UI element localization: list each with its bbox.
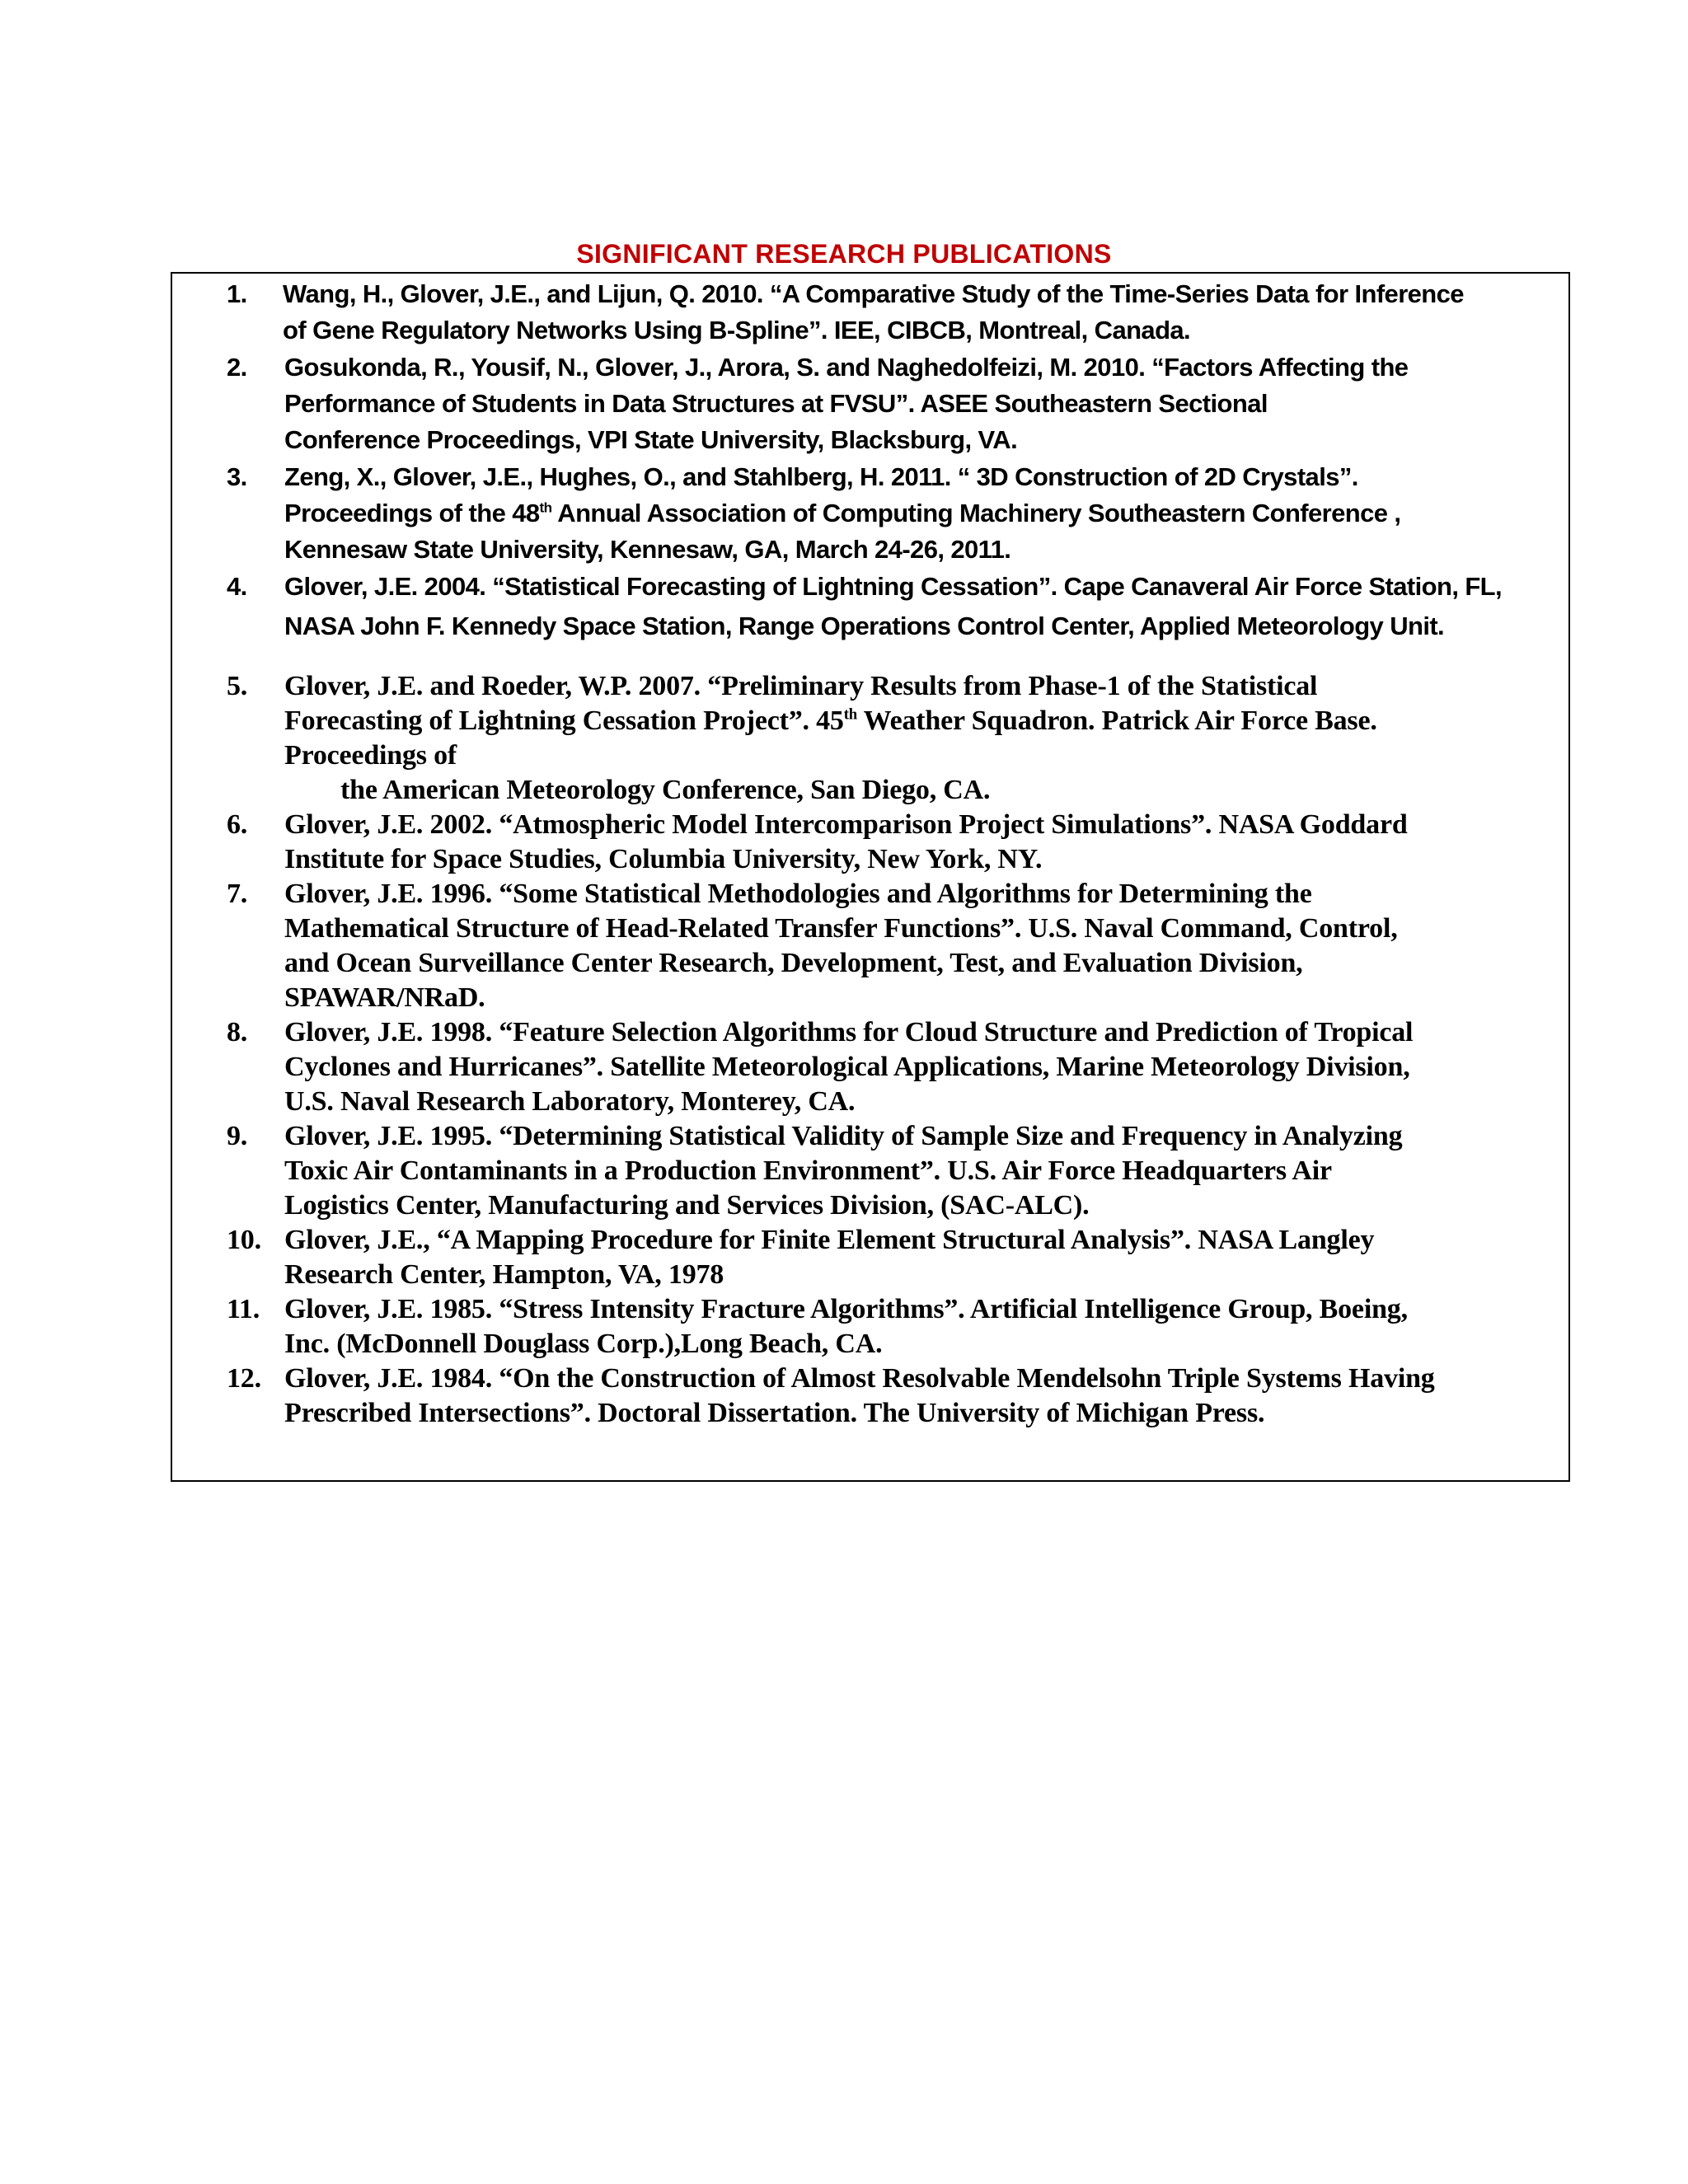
publication-line: Glover, J.E. 2002. “Atmospheric Model Intercomparison Project Simulations”. NASA Goddard: [284, 809, 1408, 840]
publication-line: SPAWAR/NRaD.: [284, 982, 485, 1013]
publication-line: Mathematical Structure of Head-Related Transfer Functions”. U.S. Naval Command, Control,: [284, 913, 1398, 944]
publication-line: and Ocean Surveillance Center Research, Development, Test, and Evaluation Division,: [284, 948, 1303, 978]
publication-line: Zeng, X., Glover, J.E., Hughes, O., and Stahlberg, H. 2011. “ 3D Construction of 2D Crystals”.: [284, 462, 1358, 491]
publication-line: Kennesaw State University, Kennesaw, GA, March 24-26, 2011.: [284, 535, 1011, 564]
publication-line: Glover, J.E. 2004. “Statistical Forecasting of Lightning Cessation”. Cape Canaveral Air Force Station, FL,: [284, 572, 1503, 601]
publication-number: 8.: [227, 1017, 248, 1047]
publication-number: 6.: [227, 809, 248, 840]
publication-line: Glover, J.E. 1985. “Stress Intensity Fracture Algorithms”. Artificial Intelligence Group, Boeing,: [284, 1294, 1408, 1324]
publication-line: Wang, H., Glover, J.E., and Lijun, Q. 2010. “A Comparative Study of the Time-Series Data for Inference: [283, 279, 1464, 308]
publication-line: Performance of Students in Data Structures at FVSU”. ASEE Southeastern Sectional: [284, 389, 1268, 418]
publication-number: 11.: [227, 1294, 260, 1324]
publication-line: Proceedings of: [284, 740, 457, 771]
publication-line: Conference Proceedings, VPI State University, Blacksburg, VA.: [284, 425, 1018, 454]
superscript: th: [843, 705, 857, 724]
publication-number: 10.: [227, 1225, 261, 1255]
publication-number: 5.: [227, 671, 248, 701]
publication-number: 12.: [227, 1363, 261, 1394]
publication-line: U.S. Naval Research Laboratory, Monterey, CA.: [284, 1086, 856, 1117]
publication-line: the American Meteorology Conference, San Diego, CA.: [340, 775, 991, 805]
publication-number: 3.: [227, 462, 247, 491]
publication-line: Prescribed Intersections”. Doctoral Dissertation. The University of Michigan Press.: [284, 1398, 1265, 1428]
publication-number: 9.: [227, 1121, 248, 1151]
publication-line: Cyclones and Hurricanes”. Satellite Meteorological Applications, Marine Meteorology Division,: [284, 1052, 1410, 1082]
page-title: SIGNIFICANT RESEARCH PUBLICATIONS: [576, 239, 1112, 269]
publication-line: of Gene Regulatory Networks Using B-Spline”. IEE, CIBCB, Montreal, Canada.: [283, 316, 1191, 344]
publication-line: Research Center, Hampton, VA, 1978: [284, 1259, 724, 1290]
publication-line: [284, 704, 1377, 738]
publication-line: [284, 495, 1400, 532]
publication-line: Toxic Air Contaminants in a Production Environment”. U.S. Air Force Headquarters Air: [284, 1155, 1332, 1186]
publication-line: NASA John F. Kennedy Space Station, Range Operations Control Center, Applied Meteorology Unit.: [284, 612, 1445, 640]
publication-number: 4.: [227, 572, 247, 601]
publication-line: Glover, J.E. 1984. “On the Construction of Almost Resolvable Mendelsohn Triple Systems Having: [284, 1363, 1435, 1394]
publication-line: Logistics Center, Manufacturing and Services Division, (SAC-ALC).: [284, 1190, 1090, 1221]
publication-number: 1.: [227, 279, 247, 308]
publication-line: Glover, J.E. and Roeder, W.P. 2007. “Preliminary Results from Phase-1 of the Statistical: [284, 671, 1318, 701]
publication-line: Institute for Space Studies, Columbia University, New York, NY.: [284, 844, 1043, 874]
publication-line: Gosukonda, R., Yousif, N., Glover, J., Arora, S. and Naghedolfeizi, M. 2010. “Factors Affecting the: [284, 353, 1409, 382]
publication-text: Forecasting of Lightning Cessation Project”. 45: [284, 705, 844, 736]
publication-number: 7.: [227, 879, 248, 909]
publication-number: 2.: [227, 353, 247, 382]
superscript: th: [539, 499, 552, 516]
publication-text: Proceedings of the 48: [284, 499, 540, 527]
publication-line: Glover, J.E. 1996. “Some Statistical Methodologies and Algorithms for Determining the: [284, 879, 1312, 909]
publication-line: Inc. (McDonnell Douglass Corp.),Long Beach, CA.: [284, 1329, 883, 1359]
publication-line: Glover, J.E., “A Mapping Procedure for Finite Element Structural Analysis”. NASA Langley: [284, 1225, 1375, 1255]
publication-text: Annual Association of Computing Machinery Southeastern Conference ,: [551, 499, 1401, 527]
publication-line: Glover, J.E. 1995. “Determining Statistical Validity of Sample Size and Frequency in Analyzing: [284, 1121, 1403, 1151]
publication-line: Glover, J.E. 1998. “Feature Selection Algorithms for Cloud Structure and Prediction of Tropical: [284, 1017, 1414, 1047]
publication-text: Weather Squadron. Patrick Air Force Base.: [856, 705, 1377, 736]
